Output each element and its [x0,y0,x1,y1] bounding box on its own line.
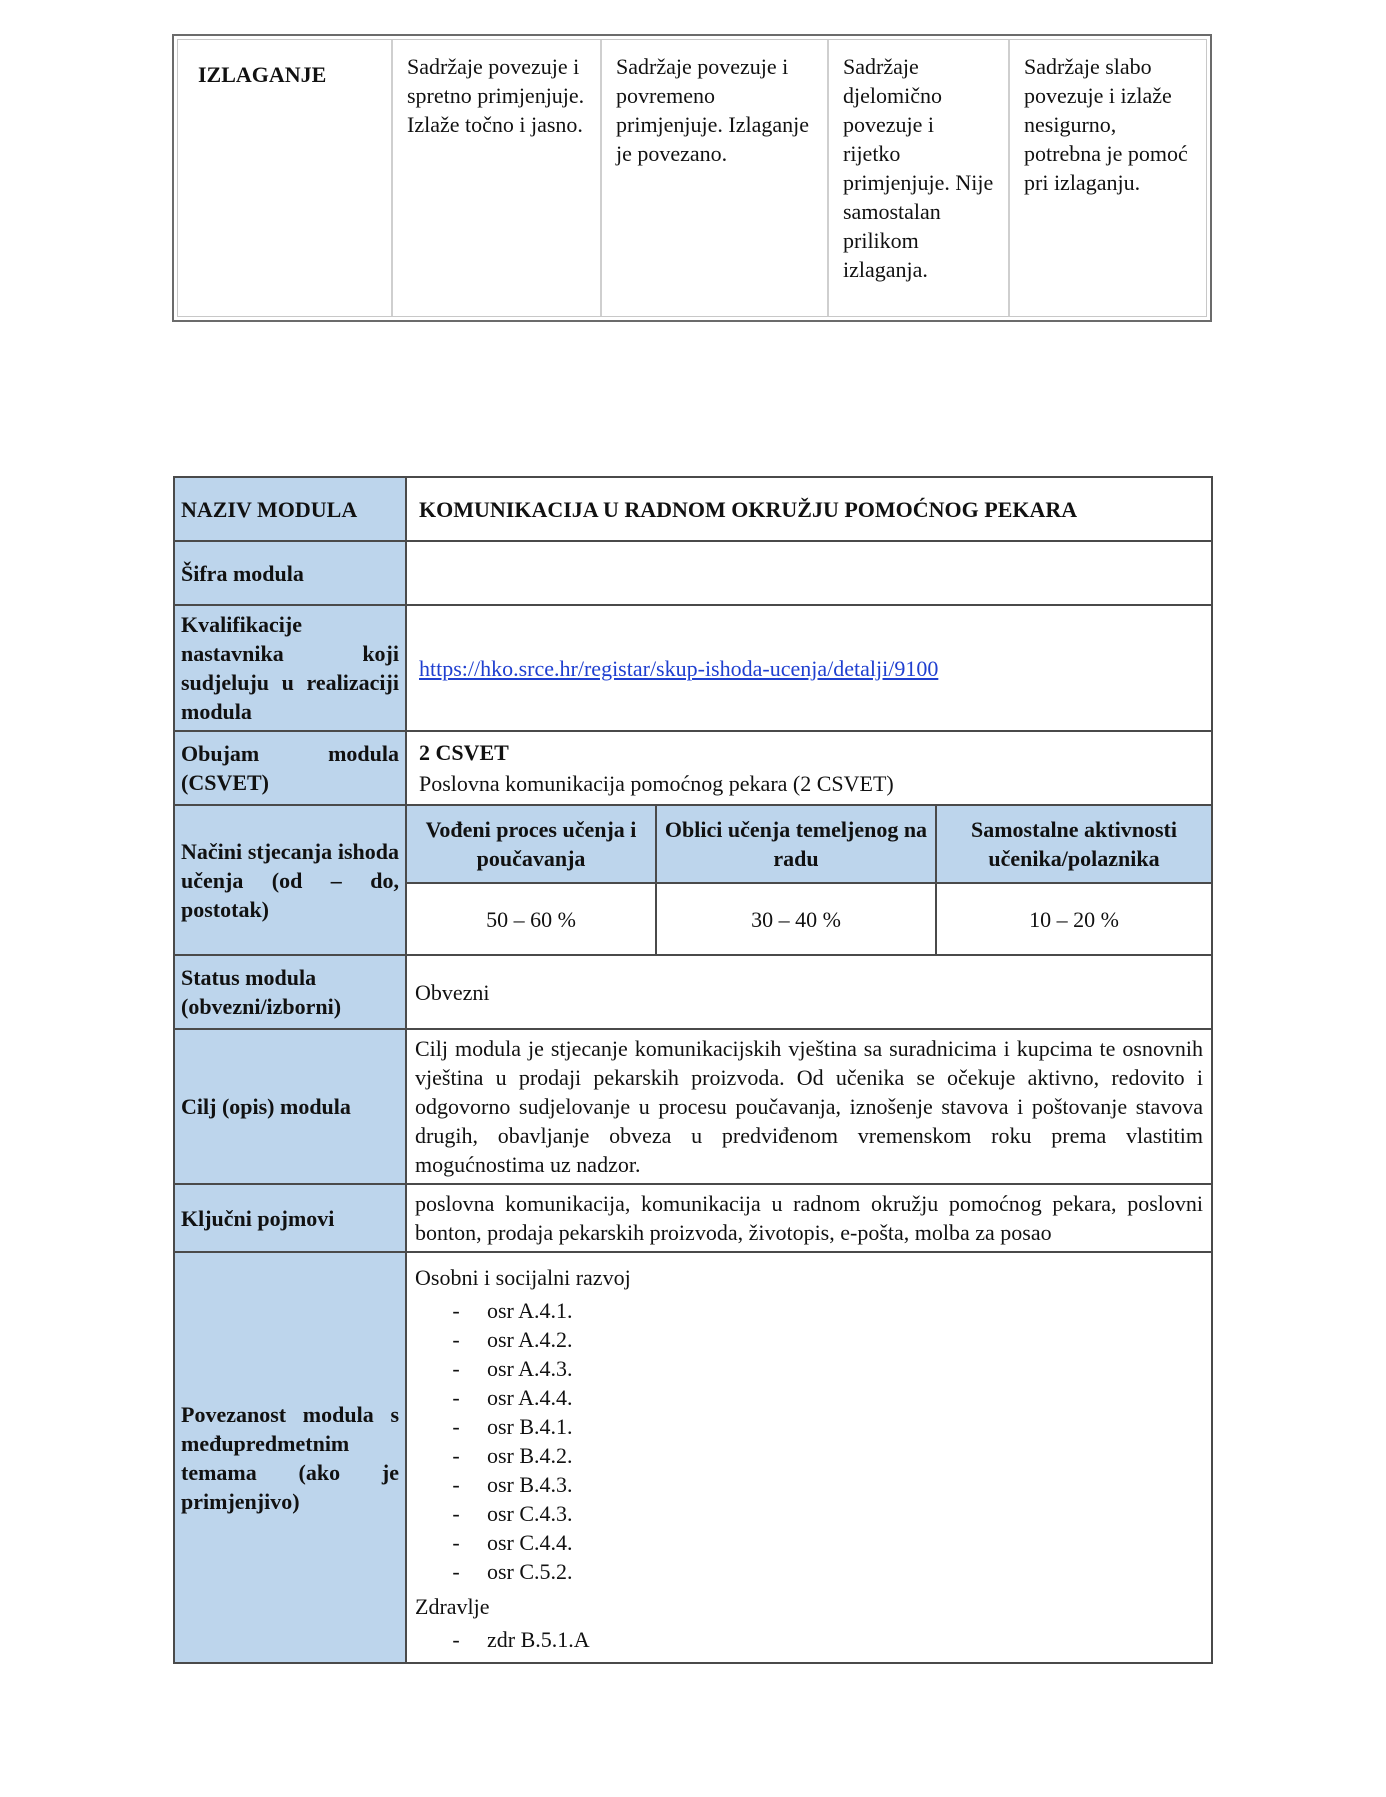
list-item-text: osr A.4.4. [487,1385,573,1410]
list-item-text: osr B.4.2. [487,1443,573,1468]
value-cilj [406,1029,1212,1184]
label-pojmovi: Ključni pojmovi [174,1184,406,1252]
list-item-text: osr A.4.2. [487,1327,573,1352]
group-title: Osobni i socijalni razvoj [415,1265,631,1290]
nacini-header-samostalne: Samostalne aktivnosti učenika/polaznika [971,817,1177,871]
group-item-list [415,1296,1203,1586]
nacini-value-vodeni: 50 – 60 % [407,884,657,954]
label-nacini: Načini stjecanja ishoda učenja (od – do, postotak) [174,805,406,955]
dash-bullet-icon: - [452,1298,460,1323]
rubric-table [172,34,1212,322]
row-obujam [174,731,1212,805]
list-item [415,1296,1203,1325]
row-status [174,955,1212,1029]
dash-bullet-icon: - [452,1327,460,1352]
list-item [415,1412,1203,1441]
group-title: Zdravlje [415,1594,490,1619]
row-povezanost [174,1252,1212,1663]
list-item-text: osr B.4.3. [487,1472,573,1497]
pojmovi-text: poslovna komunikacija, komunikacija u radnom okružju pomoćnog pekara, poslovni bonton, prodaja pekarskih proizvoda, životopis, e-pošta, molba za posao [415,1191,1203,1245]
nacini-header-oblici: Oblici učenja temeljenog na radu [657,806,937,882]
dash-bullet-icon: - [452,1385,460,1410]
row-sifra [174,541,1212,605]
value-pojmovi [406,1184,1212,1252]
rubric-row [177,39,1207,317]
nacini-value-row [407,884,1211,954]
nacini-header-row [407,806,1211,884]
row-kvalifikacije [174,605,1212,731]
row-naziv [174,477,1212,541]
list-item-text: osr A.4.3. [487,1356,573,1381]
nacini-grid [407,806,1211,954]
nacini-value-oblici: 30 – 40 % [657,884,937,954]
list-item-text: osr C.4.3. [487,1501,573,1526]
value-kvalifikacije [406,605,1212,731]
cross-curricular-groups [415,1263,1203,1654]
dash-bullet-icon: - [452,1443,460,1468]
list-item [415,1499,1203,1528]
obujam-total: 2 CSVET [419,740,509,765]
list-item [415,1441,1203,1470]
value-obujam [406,731,1212,805]
dash-bullet-icon: - [452,1530,460,1555]
dash-bullet-icon: - [452,1627,460,1652]
list-item-text: osr A.4.1. [487,1298,573,1323]
row-nacini [174,805,1212,955]
rubric-level-3: Sadržaje djelomično povezuje i rijetko primjenjuje. Nije samostalan prilikom izlaganja. [829,40,1010,316]
dash-bullet-icon: - [452,1501,460,1526]
value-povezanost [406,1252,1212,1663]
value-nacini [406,805,1212,955]
list-item [415,1625,1203,1654]
dash-bullet-icon: - [452,1472,460,1497]
list-item [415,1325,1203,1354]
module-table [173,476,1213,1664]
value-sifra [406,541,1212,605]
row-pojmovi [174,1184,1212,1252]
nacini-value-samostalne: 10 – 20 % [1029,906,1119,932]
cilj-text: Cilj modula je stjecanje komunikacijskih vještina sa suradnicima i kupcima te osnovnih vještina u prodaji pekarskih proizvoda. Od učenika se očekuje aktivno, redovito i odgovorno sudjelovanje u procesu poučavanja, iznošenje stavova i poštovanje stavova drugih, obavljanje obveza u predviđenom vremenskom roku prema vlastitim mogućnostima uz nadzor. [415,1036,1203,1177]
rubric-level-2: Sadržaje povezuje i povremeno primjenjuje. Izlaganje je povezano. [602,40,829,316]
label-sifra: Šifra modula [174,541,406,605]
group-item-list [415,1625,1203,1654]
list-item [415,1383,1203,1412]
dash-bullet-icon: - [452,1559,460,1584]
label-obujam: Obujam modula (CSVET) [174,731,406,805]
rubric-level-4: Sadržaje slabo povezuje i izlaže nesigurno, potrebna je pomoć pri izlaganju. [1024,54,1188,195]
qualifications-link[interactable]: https://hko.srce.hr/registar/skup-ishoda-ucenja/detalji/9100 [419,655,939,681]
rubric-criterion: IZLAGANJE [178,40,393,316]
label-kvalifikacije: Kvalifikacije nastavnika koji sudjeluju u realizaciji modula [174,605,406,731]
list-item-text: zdr B.5.1.A [487,1627,590,1652]
label-naziv: NAZIV MODULA [174,477,406,541]
list-item-text: osr C.4.4. [487,1530,573,1555]
nacini-header-vodeni: Vođeni proces učenja i poučavanja [407,806,657,882]
obujam-detail: Poslovna komunikacija pomoćnog pekara (2 CSVET) [419,771,894,796]
list-item-text: osr B.4.1. [487,1414,573,1439]
label-povezanost: Povezanost modula s međupredmetnim temama (ako je primjenjivo) [174,1252,406,1663]
list-item [415,1470,1203,1499]
label-cilj: Cilj (opis) modula [174,1029,406,1184]
dash-bullet-icon: - [452,1356,460,1381]
row-cilj [174,1029,1212,1184]
value-naziv: KOMUNIKACIJA U RADNOM OKRUŽJU POMOĆNOG PEKARA [406,477,1212,541]
dash-bullet-icon: - [452,1414,460,1439]
list-item [415,1354,1203,1383]
label-status: Status modula (obvezni/izborni) [174,955,406,1029]
list-item-text: osr C.5.2. [487,1559,573,1584]
rubric-level-1: Sadržaje povezuje i spretno primjenjuje. Izlaže točno i jasno. [393,40,602,316]
value-status: Obvezni [406,955,1212,1029]
list-item [415,1557,1203,1586]
list-item [415,1528,1203,1557]
